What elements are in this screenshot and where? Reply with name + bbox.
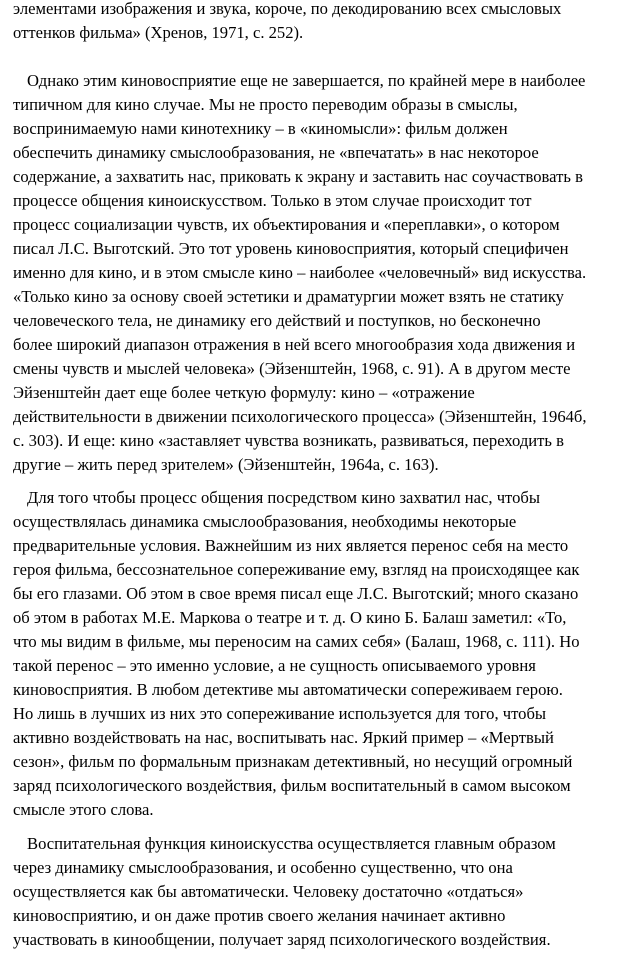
text-line: воспринимаемую нами кинотехнику – в «киномысли»: фильм должен [13, 119, 508, 138]
text-line: Но лишь в лучших из них это сопереживание используется для того, чтобы [13, 704, 547, 723]
text-line: Воспитательная функция киноискусства осуществляется главным образом [27, 834, 556, 853]
text-line: другие – жить перед зрителем» (Эйзенштейн, 1964а, с. 163). [13, 455, 439, 474]
text-line: процессе общения киноискусством. Только в этом случае происходит тот [13, 191, 532, 210]
text-line: участвовать в кинообщении, получает заряд психологического воздействия. [13, 930, 551, 949]
text-line: об этом в работах М.Е. Маркова о театре и т. д. О кино Б. Балаш заметил: «То, [13, 608, 567, 627]
text-line: типичном для кино случае. Мы не просто переводим образы в смыслы, [13, 95, 518, 114]
text-line: бы его глазами. Об этом в свое время писал еще Л.С. Выготский; много сказано [13, 584, 579, 603]
text-line: осуществляется как бы автоматически. Человеку достаточно «отдаться» [13, 882, 524, 901]
text-line: более широкий диапазон отражения в ней всего многообразия хода движения и [13, 335, 576, 354]
text-line: действительности в движении психологического процесса» (Эйзенштейн, 1964б, [13, 407, 587, 426]
text-line: активно воздействовать на нас, воспитывать нас. Яркий пример – «Мертвый [13, 728, 554, 747]
text-line: сезон», фильм по формальным признакам детективный, но несущий огромный [13, 752, 573, 771]
text-line: осуществлялась динамика смыслообразования, необходимы некоторые [13, 512, 517, 531]
text-line: смысле этого слова. [13, 800, 154, 819]
text-line: Эйзенштейн дает еще более четкую формулу: кино – «отражение [13, 383, 475, 402]
paragraph-continuation [13, 0, 620, 45]
paragraph-film-perception [13, 69, 620, 477]
paragraph-educational-function [13, 832, 620, 952]
text-line: обеспечить динамику смыслообразования, не «впечатать» в нас некоторое [13, 143, 539, 162]
text-line: элементами изображения и звука, короче, по декодированию всех смысловых [13, 0, 562, 18]
text-line: заряд психологического воздействия, фильм воспитательный в самом высоком [13, 776, 571, 795]
paragraph-identification [13, 486, 620, 822]
text-line: содержание, а захватить нас, приковать к экрану и заставить нас соучаствовать в [13, 167, 583, 186]
text-line: смены чувств и мыслей человека» (Эйзенштейн, 1968, с. 91). А в другом месте [13, 359, 571, 378]
text-line: именно для кино, и в этом смысле кино – наиболее «человечный» вид искусства. [13, 263, 587, 282]
text-line: киновосприятию, и он даже против своего желания начинает активно [13, 906, 506, 925]
text-line: киновосприятия. В любом детективе мы автоматически сопереживаем герою. [13, 680, 563, 699]
text-line: человеческого тела, не динамику его действий и поступков, но бесконечно [13, 311, 541, 330]
text-line: с. 303). И еще: кино «заставляет чувства возникать, развиваться, переходить в [13, 431, 564, 450]
text-line: героя фильма, бессознательное сопереживание ему, взгляд на происходящее как [13, 560, 580, 579]
text-line: Однако этим киновосприятие еще не завершается, по крайней мере в наиболее [27, 71, 586, 90]
text-line: такой перенос – это именно условие, а не сущность описываемого уровня [13, 656, 536, 675]
text-line: «Только кино за основу своей эстетики и драматургии может взять не статику [13, 287, 564, 306]
text-line: оттенков фильма» (Хренов, 1971, с. 252). [13, 23, 304, 42]
text-line: писал Л.С. Выготский. Это тот уровень киновосприятия, который специфичен [13, 239, 569, 258]
text-line: предварительные условия. Важнейшим из них является перенос себя на место [13, 536, 569, 555]
text-line: процесс социализации чувств, их объектирования и «переплавки», о котором [13, 215, 560, 234]
text-line: что мы видим в фильме, мы переносим на самих себя» (Балаш, 1968, с. 111). Но [13, 632, 580, 651]
text-line: Для того чтобы процесс общения посредством кино захватил нас, чтобы [27, 488, 540, 507]
text-line: через динамику смыслообразования, и особенно существенно, что она [13, 858, 513, 877]
